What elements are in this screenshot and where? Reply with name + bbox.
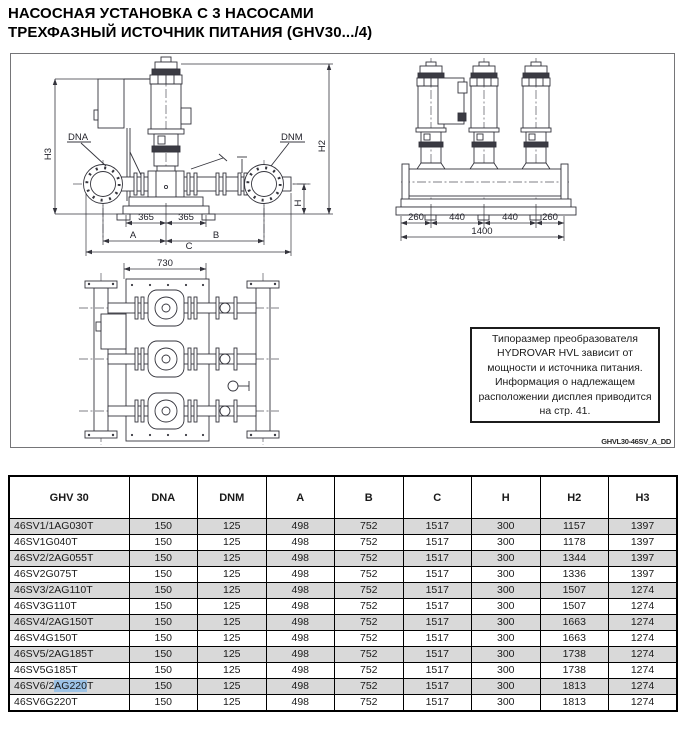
value-cell: 752	[335, 663, 404, 679]
dim-440-left: 440	[449, 212, 465, 223]
value-cell: 498	[266, 647, 335, 663]
value-cell: 300	[472, 567, 541, 583]
value-cell: 300	[472, 535, 541, 551]
value-cell: 300	[472, 695, 541, 712]
table-row	[9, 695, 677, 712]
value-cell: 125	[198, 647, 267, 663]
value-cell: 1813	[540, 679, 609, 695]
value-cell: 300	[472, 679, 541, 695]
value-cell: 150	[129, 551, 198, 567]
value-cell: 150	[129, 695, 198, 712]
value-cell: 498	[266, 599, 335, 615]
value-cell: 1274	[609, 647, 678, 663]
dim-260-left: 260	[408, 212, 424, 223]
value-cell: 150	[129, 535, 198, 551]
plan-pump-row-3	[79, 393, 279, 429]
value-cell: 1397	[609, 535, 678, 551]
value-cell: 1336	[540, 567, 609, 583]
table-row	[9, 519, 677, 535]
hydrovar-note-text: Типоразмер преобразователя HYDROVAR HVL зависит от мощности и источника питания. Информация о надлежащем расположении дисплея приводится на стр. 41.	[478, 332, 652, 417]
value-cell: 1517	[403, 583, 472, 599]
value-cell: 1813	[540, 695, 609, 712]
table-row	[9, 567, 677, 583]
value-cell: 300	[472, 583, 541, 599]
value-cell: 498	[266, 695, 335, 712]
model-cell: 46SV5/2AG185T	[9, 647, 129, 663]
value-cell: 150	[129, 583, 198, 599]
column-header: DNM	[198, 476, 267, 519]
value-cell: 1397	[609, 519, 678, 535]
value-cell: 1274	[609, 695, 678, 712]
value-cell: 498	[266, 615, 335, 631]
column-header: H2	[540, 476, 609, 519]
model-cell: 46SV2/2AG055T	[9, 551, 129, 567]
value-cell: 1274	[609, 599, 678, 615]
table-row	[9, 647, 677, 663]
value-cell: 300	[472, 519, 541, 535]
value-cell: 752	[335, 647, 404, 663]
column-header: H3	[609, 476, 678, 519]
value-cell: 1274	[609, 663, 678, 679]
value-cell: 1738	[540, 647, 609, 663]
value-cell: 752	[335, 679, 404, 695]
value-cell: 125	[198, 695, 267, 712]
value-cell: 1517	[403, 535, 472, 551]
value-cell: 1663	[540, 631, 609, 647]
value-cell: 498	[266, 535, 335, 551]
value-cell: 752	[335, 615, 404, 631]
value-cell: 498	[266, 551, 335, 567]
page-title-line1: НАСОСНАЯ УСТАНОВКА С 3 НАСОСАМИ	[8, 5, 314, 22]
value-cell: 1274	[609, 583, 678, 599]
column-header: B	[335, 476, 404, 519]
value-cell: 752	[335, 583, 404, 599]
value-cell: 300	[472, 551, 541, 567]
dim-b: B	[212, 230, 220, 241]
model-cell: 46SV4G150T	[9, 631, 129, 647]
dim-440-right: 440	[502, 212, 518, 223]
table-row	[9, 535, 677, 551]
page-title	[8, 4, 372, 42]
model-cell: 46SV6G220T	[9, 695, 129, 712]
value-cell: 498	[266, 519, 335, 535]
value-cell: 1274	[609, 679, 678, 695]
column-header: GHV 30	[9, 476, 129, 519]
model-cell: 46SV2G075T	[9, 567, 129, 583]
value-cell: 150	[129, 615, 198, 631]
table-row	[9, 631, 677, 647]
value-cell: 1738	[540, 663, 609, 679]
model-cell: 46SV6/2AG220T	[9, 679, 129, 695]
value-cell: 752	[335, 567, 404, 583]
value-cell: 1507	[540, 599, 609, 615]
header-row	[9, 476, 677, 519]
value-cell: 150	[129, 567, 198, 583]
value-cell: 752	[335, 519, 404, 535]
model-cell: 46SV3G110T	[9, 599, 129, 615]
value-cell: 1517	[403, 567, 472, 583]
front-view	[43, 57, 333, 256]
value-cell: 1397	[609, 567, 678, 583]
table-row	[9, 615, 677, 631]
dim-365-right: 365	[178, 212, 194, 223]
value-cell: 125	[198, 599, 267, 615]
value-cell: 1517	[403, 599, 472, 615]
value-cell: 150	[129, 599, 198, 615]
value-cell: 125	[198, 615, 267, 631]
model-cell: 46SV1G040T	[9, 535, 129, 551]
model-cell: 46SV4/2AG150T	[9, 615, 129, 631]
value-cell: 1397	[609, 551, 678, 567]
model-cell: 46SV5G185T	[9, 663, 129, 679]
column-header: DNA	[129, 476, 198, 519]
value-cell: 150	[129, 647, 198, 663]
table-row	[9, 551, 677, 567]
value-cell: 1517	[403, 663, 472, 679]
value-cell: 1157	[540, 519, 609, 535]
value-cell: 752	[335, 599, 404, 615]
dim-h: H	[293, 199, 304, 207]
value-cell: 300	[472, 599, 541, 615]
value-cell: 498	[266, 663, 335, 679]
value-cell: 125	[198, 567, 267, 583]
spec-table-body	[9, 519, 677, 712]
dim-h3: H3	[43, 147, 54, 161]
value-cell: 498	[266, 631, 335, 647]
table-row	[9, 599, 677, 615]
value-cell: 300	[472, 631, 541, 647]
drawing-frame	[10, 53, 675, 448]
value-cell: 125	[198, 631, 267, 647]
value-cell: 300	[472, 615, 541, 631]
selected-text: AG220	[54, 680, 87, 692]
value-cell: 1517	[403, 647, 472, 663]
label-dna: DNA	[68, 132, 89, 143]
value-cell: 125	[198, 519, 267, 535]
table-row	[9, 679, 677, 695]
value-cell: 125	[198, 679, 267, 695]
value-cell: 300	[472, 647, 541, 663]
table-row	[9, 583, 677, 599]
drawing-reference-code: GHVL30-46SV_A_DD	[601, 437, 671, 446]
value-cell: 498	[266, 583, 335, 599]
value-cell: 752	[335, 631, 404, 647]
value-cell: 752	[335, 535, 404, 551]
label-dnm: DNM	[281, 132, 303, 143]
column-header: H	[472, 476, 541, 519]
value-cell: 752	[335, 551, 404, 567]
dim-c: C	[185, 241, 193, 252]
value-cell: 1517	[403, 695, 472, 712]
value-cell: 125	[198, 551, 267, 567]
dim-h2: H2	[317, 139, 328, 153]
value-cell: 498	[266, 679, 335, 695]
value-cell: 150	[129, 663, 198, 679]
model-cell: 46SV3/2AG110T	[9, 583, 129, 599]
value-cell: 1274	[609, 631, 678, 647]
dim-365-left: 365	[138, 212, 154, 223]
column-header: C	[403, 476, 472, 519]
table-row	[9, 663, 677, 679]
value-cell: 1517	[403, 519, 472, 535]
dim-730: 730	[157, 258, 173, 269]
side-view	[396, 58, 576, 241]
value-cell: 1178	[540, 535, 609, 551]
value-cell: 498	[266, 567, 335, 583]
value-cell: 150	[129, 679, 198, 695]
value-cell: 1517	[403, 679, 472, 695]
value-cell: 1663	[540, 615, 609, 631]
value-cell: 150	[129, 631, 198, 647]
dim-a: A	[129, 230, 137, 241]
dim-1400: 1400	[471, 226, 493, 237]
column-header: A	[266, 476, 335, 519]
dim-260-right: 260	[542, 212, 558, 223]
value-cell: 300	[472, 663, 541, 679]
dimensions-table	[8, 475, 678, 712]
value-cell: 150	[129, 519, 198, 535]
value-cell: 1517	[403, 631, 472, 647]
value-cell: 1517	[403, 551, 472, 567]
top-view	[79, 258, 279, 445]
value-cell: 1344	[540, 551, 609, 567]
value-cell: 1507	[540, 583, 609, 599]
model-cell: 46SV1/1AG030T	[9, 519, 129, 535]
page-title-line2: ТРЕХФАЗНЫЙ ИСТОЧНИК ПИТАНИЯ (GHV30.../4)	[8, 24, 373, 41]
hydrovar-note-box	[470, 327, 660, 423]
value-cell: 752	[335, 695, 404, 712]
value-cell: 1517	[403, 615, 472, 631]
value-cell: 125	[198, 535, 267, 551]
value-cell: 125	[198, 583, 267, 599]
value-cell: 125	[198, 663, 267, 679]
value-cell: 1274	[609, 615, 678, 631]
